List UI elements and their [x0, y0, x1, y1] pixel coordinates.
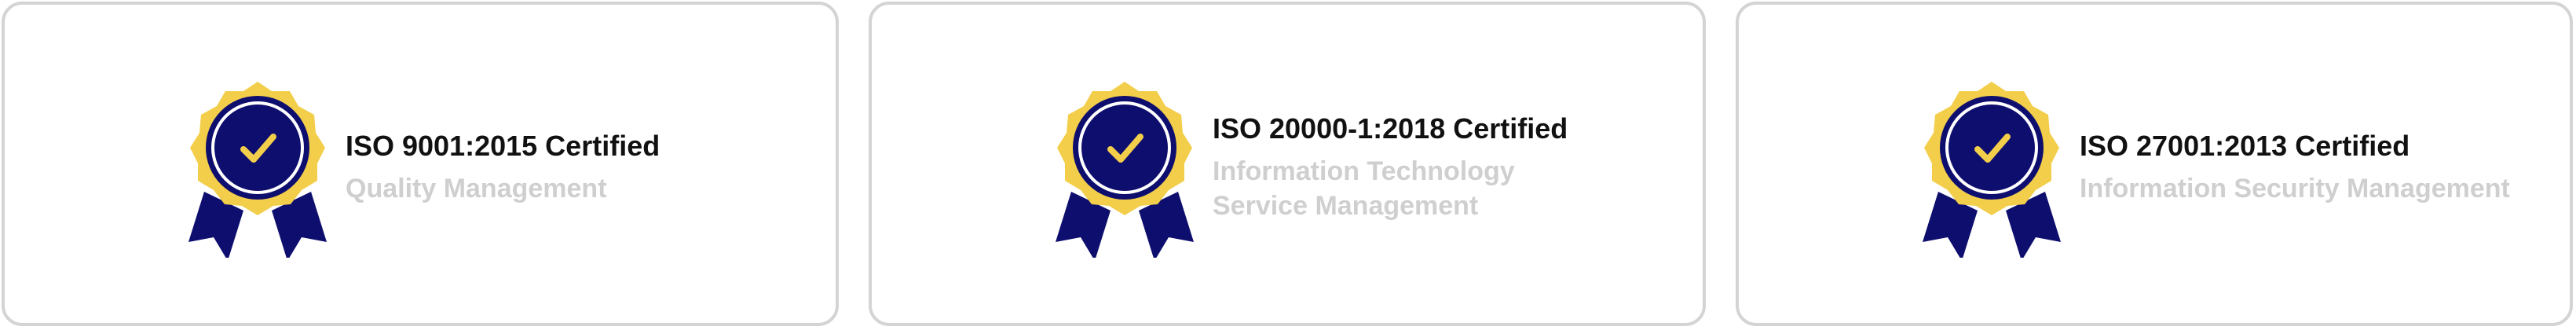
certification-card-iso-20000: [869, 2, 1706, 326]
certification-subtitle-line: Information Technology: [1213, 156, 1515, 186]
award-ribbon-icon: [1054, 80, 1195, 258]
certification-text: [2080, 129, 2510, 206]
award-ribbon-icon: [187, 80, 328, 258]
certification-subtitle: [346, 171, 660, 206]
certification-title: ISO 27001:2013 Certified: [2080, 130, 2410, 162]
certification-text: [346, 129, 660, 206]
certification-subtitle-line: Quality Management: [346, 174, 607, 204]
certification-card-iso-27001: [1736, 2, 2573, 326]
certification-card-iso-9001: [2, 2, 839, 326]
certification-subtitle-line: Service Management: [1213, 191, 1479, 221]
award-ribbon-icon: [1921, 80, 2062, 258]
certification-subtitle: [2080, 171, 2510, 206]
certification-subtitle: [1213, 154, 1568, 223]
certification-subtitle-line: Information Security Management: [2080, 174, 2510, 204]
certification-title: ISO 9001:2015 Certified: [346, 130, 660, 162]
certification-text: [1213, 112, 1568, 223]
certification-title: ISO 20000-1:2018 Certified: [1213, 112, 1568, 145]
